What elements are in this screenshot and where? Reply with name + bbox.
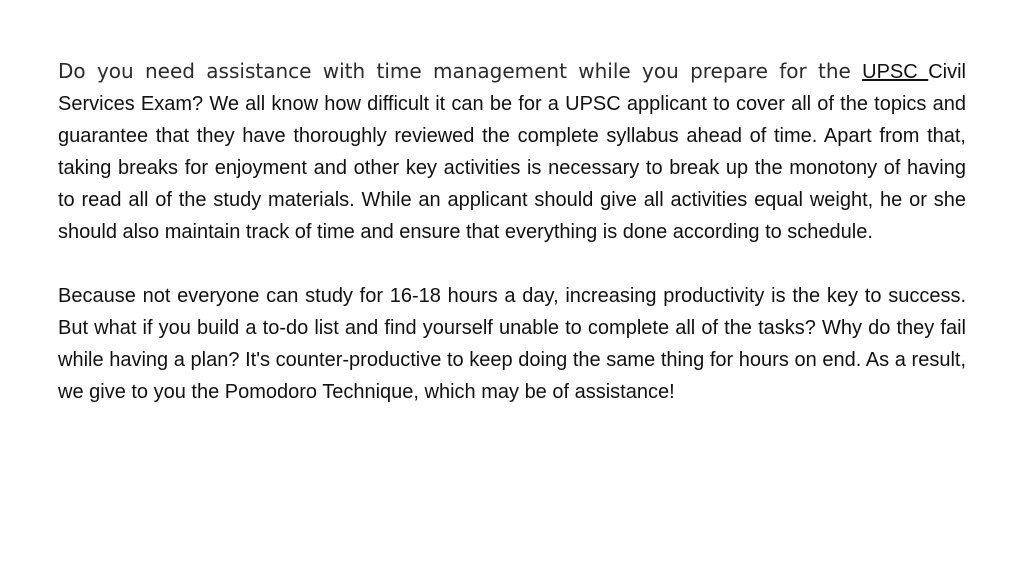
paragraph-intro-body: Civil Services Exam? We all know how difficult it can be for a UPSC applicant to cover all of the topics and guarantee that they have thoroughly reviewed the complete syllabus ahead of time. Apart from that, taking breaks for enjoyment and other key activities is necessary to break up the monotony of having to read all of the study materials. While an applicant should give all activities equal weight, he or she should also maintain track of time and ensure that everything is done according to schedule. [58,61,966,243]
paragraph-intro-lead: Do you need assistance with time management while you prepare for the [58,59,863,83]
paragraph-intro [58,55,966,248]
upsc-link[interactable]: UPSC [862,61,929,83]
paragraph-productivity: Because not everyone can study for 16-18 hours a day, increasing productivity is the key to success. But what if you build a to-do list and find yourself unable to complete all of the tasks? Why do they fail while having a plan? It's counter-productive to keep doing the same thing for hours on end. As a result, we give to you the Pomodoro Technique, which may be of assistance! [58,285,966,403]
document-body [58,55,966,408]
